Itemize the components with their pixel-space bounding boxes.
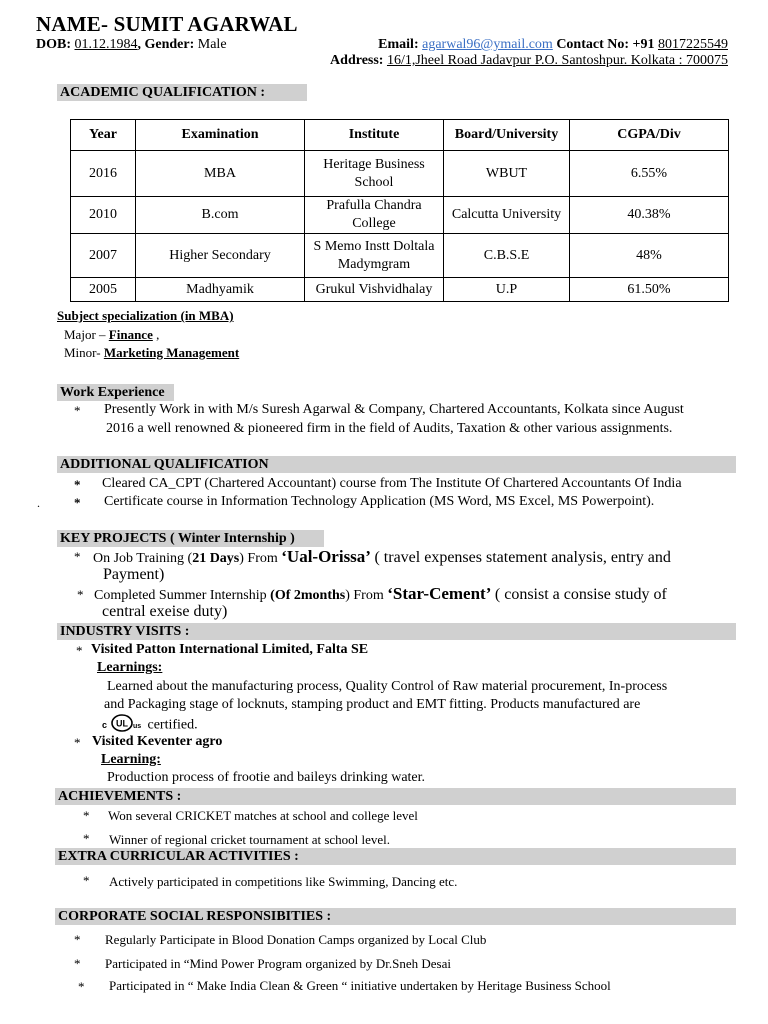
minor-value: Marketing Management: [103, 345, 240, 360]
extra-item-1: Actively participated in competitions like Swimming, Dancing etc.: [109, 874, 458, 889]
visit-1-certified: certified.: [147, 717, 198, 733]
dob-gender-line: [36, 37, 227, 53]
cell-year: 2005: [71, 278, 136, 302]
project-2-months: (Of 2months: [270, 588, 346, 603]
project-1-company: ‘Ual-Orissa’: [281, 547, 371, 566]
project-2-prefix: Completed Summer Internship: [94, 588, 267, 603]
dob-value: 01.12.1984: [74, 37, 138, 52]
major-line: [64, 327, 159, 343]
achievements-heading: ACHIEVEMENTS :: [55, 788, 736, 805]
project-1-mid: ) From: [239, 551, 278, 566]
contact-label: Contact No: +91: [556, 37, 655, 52]
table-row: [71, 278, 729, 302]
project-2-line-2: central exeise duty): [102, 603, 228, 620]
additional-heading: ADDITIONAL QUALIFICATION: [57, 456, 736, 473]
csr-item-3: Participated in “ Make India Clean & Green “ initiative undertaken by Heritage Business School: [109, 978, 611, 993]
address-value: 16/1,Jheel Road Jadavpur P.O. Santoshpur. Kolkata : 700075: [386, 53, 728, 68]
visits-heading: INDUSTRY VISITS :: [57, 623, 736, 640]
bullet-icon: *: [74, 956, 81, 971]
additional-item-2: Certificate course in Information Technology Application (MS Word, MS Excel, MS Powerpoint).: [104, 494, 655, 509]
cell-board: WBUT: [444, 151, 570, 197]
bullet-icon: *: [83, 831, 90, 846]
additional-item-1: Cleared CA_CPT (Chartered Accountant) course from The Institute Of Chartered Accountants Of India: [102, 476, 682, 491]
cell-exam: B.com: [136, 197, 305, 234]
work-heading: Work Experience: [57, 384, 174, 401]
bullet-icon: *: [74, 735, 81, 750]
cell-cgpa: 61.50%: [570, 278, 729, 302]
academic-table: [70, 119, 729, 302]
visit-2-title: Visited Keventer agro: [92, 734, 223, 749]
visit-2-learning-label: Learning:: [101, 752, 161, 767]
cell-institute: S Memo Instt Doltala Madymgram: [305, 234, 444, 278]
project-2-rest: ( consist a consise study of: [494, 586, 667, 603]
project-2-company: ‘Star-Cement’: [387, 584, 492, 603]
csr-heading: CORPORATE SOCIAL RESPONSIBITIES :: [55, 908, 736, 925]
cell-year: 2010: [71, 197, 136, 234]
bullet-icon: *: [83, 873, 90, 888]
bullet-icon: *: [78, 979, 85, 994]
cell-exam: Madhyamik: [136, 278, 305, 302]
visit-1-line-2: and Packaging stage of locknuts, stamping product and EMT fitting. Products manufactured are: [104, 697, 641, 712]
achievement-item-1: Won several CRICKET matches at school and college level: [108, 808, 418, 823]
contact-line: [378, 37, 728, 53]
table-row: [71, 197, 729, 234]
table-row: [71, 151, 729, 197]
project-2-mid: ) From: [345, 588, 384, 603]
bullet-icon: *: [74, 549, 81, 564]
work-line-1: Presently Work in with M/s Suresh Agarwal & Company, Chartered Accountants, Kolkata since August: [104, 402, 684, 417]
project-1-rest: ( travel expenses statement analysis, entry and: [374, 549, 671, 566]
cell-board: U.P: [444, 278, 570, 302]
cell-cgpa: 6.55%: [570, 151, 729, 197]
project-1-line-2: Payment): [103, 566, 165, 583]
specialization-heading: Subject specialization (in MBA): [57, 308, 234, 323]
visit-1-title: Visited Patton International Limited, Falta SE: [91, 642, 369, 657]
cell-institute: Heritage Business School: [305, 151, 444, 197]
cell-year: 2007: [71, 234, 136, 278]
email-link[interactable]: agarwal96@ymail.com: [422, 37, 553, 52]
bullet-icon: *: [74, 932, 81, 947]
cell-board: Calcutta University: [444, 197, 570, 234]
cell-institute: Grukul Vishvidhalay: [305, 278, 444, 302]
ul-logo-us: us: [133, 723, 142, 730]
cell-cgpa: 40.38%: [570, 197, 729, 234]
cell-board: C.B.S.E: [444, 234, 570, 278]
bullet-icon: *: [74, 403, 81, 418]
work-line-2: 2016 a well renowned & pioneered firm in the field of Audits, Taxation & other various assignments.: [106, 421, 673, 436]
project-2-line-1: [94, 584, 667, 604]
candidate-name: NAME- SUMIT AGARWAL: [36, 12, 298, 36]
visit-1-learnings-label: Learnings:: [97, 660, 163, 675]
major-label: Major –: [64, 327, 106, 342]
col-institute: Institute: [305, 120, 444, 151]
cell-exam: MBA: [136, 151, 305, 197]
project-1-days: 21 Days: [192, 551, 240, 566]
project-1-prefix: On Job Training (: [93, 551, 193, 566]
csr-item-1: Regularly Participate in Blood Donation Camps organized by Local Club: [105, 932, 487, 947]
extra-heading: EXTRA CURRICULAR ACTIVITIES :: [55, 848, 736, 865]
achievement-item-2: Winner of regional cricket tournament at school level.: [109, 832, 391, 847]
col-cgpa: CGPA/Div: [570, 120, 729, 151]
minor-label: Minor-: [64, 345, 101, 360]
ul-logo-c: c: [102, 720, 108, 730]
minor-line: [64, 345, 239, 361]
cell-year: 2016: [71, 151, 136, 197]
major-suffix: ,: [156, 327, 160, 342]
academic-heading: ACADEMIC QUALIFICATION :: [57, 84, 307, 101]
contact-number: 8017225549: [658, 37, 728, 52]
table-row: [71, 234, 729, 278]
address-line: [330, 53, 728, 69]
col-board: Board/University: [444, 120, 570, 151]
csr-item-2: Participated in “Mind Power Program organized by Dr.Sneh Desai: [105, 956, 451, 971]
table-header-row: [71, 120, 729, 151]
bullet-icon: *: [74, 495, 81, 510]
address-label: Address:: [330, 53, 384, 68]
bullet-icon: *: [77, 587, 84, 602]
cell-exam: Higher Secondary: [136, 234, 305, 278]
col-examination: Examination: [136, 120, 305, 151]
dob-label: DOB:: [36, 37, 71, 52]
email-label: Email:: [378, 37, 419, 52]
stray-mark: .: [37, 496, 40, 510]
cell-institute: Prafulla Chandra College: [305, 197, 444, 234]
bullet-icon: *: [83, 808, 90, 823]
projects-heading: KEY PROJECTS ( Winter Internship ): [57, 530, 324, 547]
gender-value: Male: [197, 37, 227, 52]
visit-1-line-1: Learned about the manufacturing process, Quality Control of Raw material procurement, In-process: [107, 679, 668, 694]
col-year: Year: [71, 120, 136, 151]
project-1-line-1: [93, 547, 671, 567]
ul-logo-ul: UL: [116, 718, 128, 729]
major-value: Finance: [108, 327, 153, 342]
gender-label: , Gender:: [137, 37, 195, 52]
cell-cgpa: 48%: [570, 234, 729, 278]
bullet-icon: *: [74, 477, 81, 492]
visit-2-line-1: Production process of frootie and baileys drinking water.: [107, 770, 426, 785]
bullet-icon: *: [76, 643, 83, 658]
